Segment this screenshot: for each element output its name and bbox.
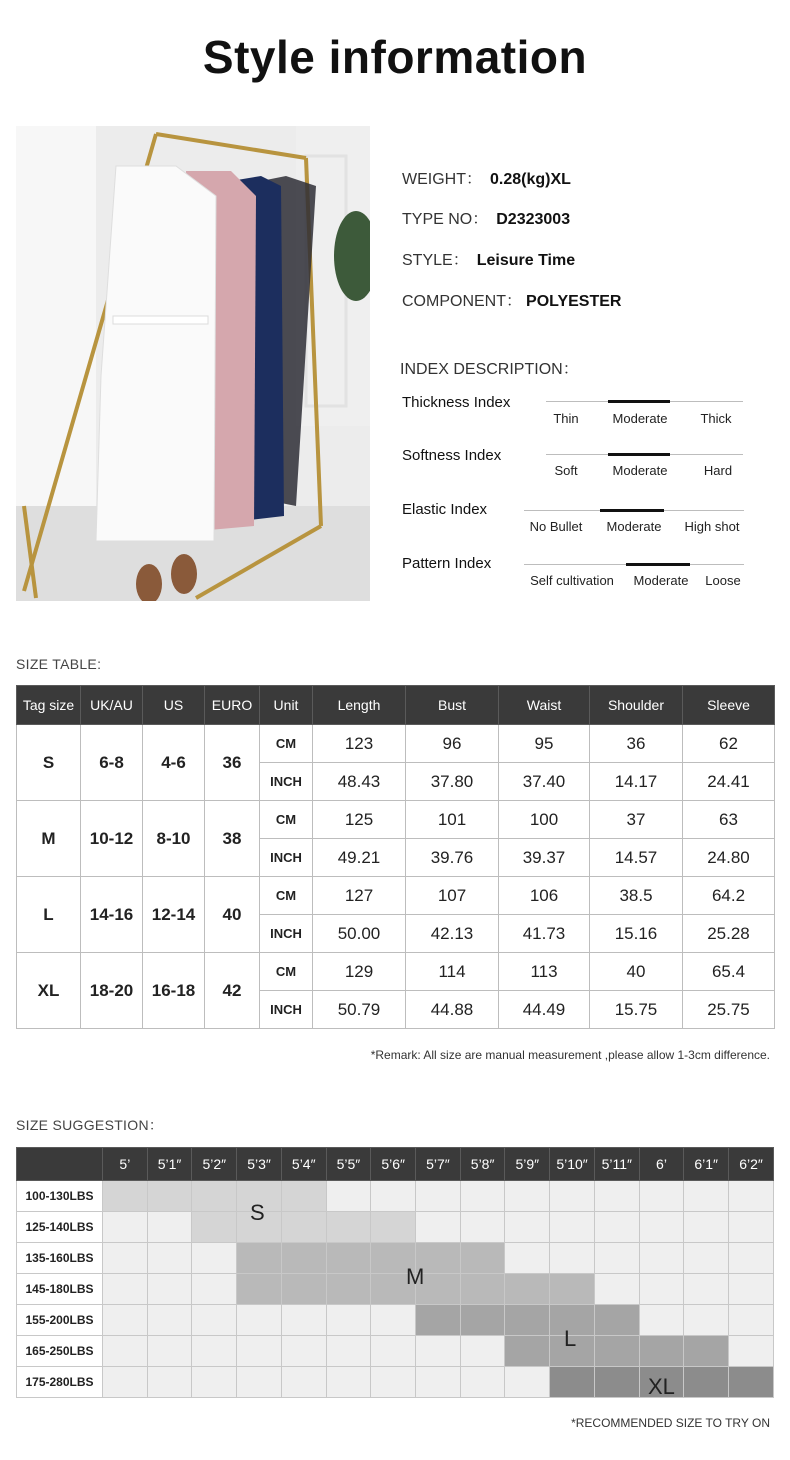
height-header: 5’ <box>103 1148 148 1181</box>
grid-cell <box>460 1367 505 1398</box>
index-marker <box>626 563 690 566</box>
grid-cell <box>326 1274 371 1305</box>
uk-cell: 10-12 <box>81 801 143 877</box>
height-header: 5’9″ <box>505 1148 550 1181</box>
grid-cell <box>550 1243 595 1274</box>
grid-cell <box>684 1336 729 1367</box>
grid-cell <box>147 1367 192 1398</box>
grid-cell <box>237 1274 282 1305</box>
grid-cell <box>639 1181 684 1212</box>
grid-cell <box>237 1243 282 1274</box>
index-right-label: Loose <box>705 573 741 588</box>
grid-cell <box>281 1336 326 1367</box>
grid-cell <box>416 1212 461 1243</box>
value-cell: 39.76 <box>406 839 499 877</box>
value-cell: 49.21 <box>313 839 406 877</box>
value-cell: 114 <box>406 953 499 991</box>
size-table-header <box>17 686 775 725</box>
grid-cell <box>371 1212 416 1243</box>
index-left-label: Soft <box>554 463 578 478</box>
grid-cell <box>416 1336 461 1367</box>
grid-cell <box>192 1274 237 1305</box>
grid-cell <box>505 1367 550 1398</box>
weight-value: 0.28(kg)XL <box>490 171 571 188</box>
recommend-note: *RECOMMENDED SIZE TO TRY ON <box>571 1416 770 1430</box>
col-header: EURO <box>205 686 260 725</box>
unit-cell: INCH <box>260 991 313 1029</box>
value-cell: 127 <box>313 877 406 915</box>
grid-cell <box>594 1305 639 1336</box>
height-header-row <box>17 1148 774 1181</box>
size-table-label: SIZE TABLE: <box>16 656 102 672</box>
corner-cell <box>17 1148 103 1181</box>
grid-cell <box>505 1305 550 1336</box>
grid-cell <box>729 1336 774 1367</box>
grid-cell <box>729 1212 774 1243</box>
value-cell: 14.57 <box>590 839 683 877</box>
grid-cell <box>326 1336 371 1367</box>
index-left-label: No Bullet <box>529 519 583 534</box>
index-name: Pattern Index <box>402 555 492 572</box>
value-cell: 101 <box>406 801 499 839</box>
weight-label: 165-250LBS <box>17 1336 103 1367</box>
weight-label: 155-200LBS <box>17 1305 103 1336</box>
index-mid-label: Moderate <box>606 519 662 534</box>
grid-cell <box>103 1243 148 1274</box>
zone-label-s: S <box>250 1200 265 1225</box>
grid-cell <box>192 1212 237 1243</box>
type-row <box>402 206 570 229</box>
component-row <box>402 288 621 311</box>
grid-cell <box>326 1367 371 1398</box>
value-cell: 38.5 <box>590 877 683 915</box>
col-header: Bust <box>406 686 499 725</box>
value-cell: 96 <box>406 725 499 763</box>
grid-cell <box>684 1305 729 1336</box>
value-cell: 64.2 <box>683 877 775 915</box>
grid-cell <box>460 1181 505 1212</box>
grid-cell <box>103 1367 148 1398</box>
tag-size-cell: L <box>17 877 81 953</box>
value-cell: 44.49 <box>499 991 590 1029</box>
grid-cell <box>416 1305 461 1336</box>
us-cell: 16-18 <box>143 953 205 1029</box>
grid-cell <box>594 1367 639 1398</box>
us-cell: 12-14 <box>143 877 205 953</box>
grid-cell <box>729 1181 774 1212</box>
index-marker <box>608 400 670 403</box>
index-name: Elastic Index <box>402 501 488 518</box>
value-cell: 37 <box>590 801 683 839</box>
height-header: 5’10″ <box>550 1148 595 1181</box>
grid-cell <box>550 1274 595 1305</box>
type-label: TYPE NO： <box>402 211 489 228</box>
unit-cell: CM <box>260 877 313 915</box>
value-cell: 123 <box>313 725 406 763</box>
grid-cell <box>729 1367 774 1398</box>
euro-cell: 38 <box>205 801 260 877</box>
value-cell: 50.00 <box>313 915 406 953</box>
grid-cell <box>684 1181 729 1212</box>
value-cell: 25.28 <box>683 915 775 953</box>
index-heading: INDEX DESCRIPTION： <box>400 361 579 378</box>
height-header: 5’2″ <box>192 1148 237 1181</box>
weight-row <box>17 1181 774 1212</box>
index-name: Softness Index <box>402 447 502 464</box>
col-header: Shoulder <box>590 686 683 725</box>
table-row <box>17 877 775 915</box>
weight-label: WEIGHT： <box>402 171 482 188</box>
grid-cell <box>505 1181 550 1212</box>
grid-cell <box>326 1212 371 1243</box>
col-header: Tag size <box>17 686 81 725</box>
uk-cell: 18-20 <box>81 953 143 1029</box>
grid-cell <box>639 1305 684 1336</box>
index-left-label: Self cultivation <box>530 573 614 588</box>
grid-cell <box>103 1274 148 1305</box>
col-header: US <box>143 686 205 725</box>
grid-cell <box>192 1367 237 1398</box>
tag-size-cell: XL <box>17 953 81 1029</box>
weight-label: 145-180LBS <box>17 1274 103 1305</box>
grid-cell <box>103 1181 148 1212</box>
grid-cell <box>460 1212 505 1243</box>
zone-label-xl: XL <box>648 1374 675 1399</box>
value-cell: 15.75 <box>590 991 683 1029</box>
grid-cell <box>371 1336 416 1367</box>
index-mid-label: Moderate <box>633 573 689 588</box>
value-cell: 65.4 <box>683 953 775 991</box>
unit-cell: CM <box>260 801 313 839</box>
zone-label-l: L <box>564 1326 577 1351</box>
euro-cell: 40 <box>205 877 260 953</box>
value-cell: 95 <box>499 725 590 763</box>
value-cell: 37.80 <box>406 763 499 801</box>
index-marker <box>600 509 664 512</box>
index-name: Thickness Index <box>402 394 511 411</box>
weight-row <box>17 1243 774 1274</box>
grid-cell <box>147 1274 192 1305</box>
grid-cell <box>192 1336 237 1367</box>
style-value: Leisure Time <box>476 252 576 269</box>
value-cell: 39.37 <box>499 839 590 877</box>
grid-cell <box>594 1212 639 1243</box>
index-mid-label: Moderate <box>612 411 668 426</box>
grid-cell <box>460 1243 505 1274</box>
height-header: 5’7″ <box>416 1148 461 1181</box>
weight-label: 100-130LBS <box>17 1181 103 1212</box>
col-header: Length <box>313 686 406 725</box>
weight-label: 125-140LBS <box>17 1212 103 1243</box>
table-row <box>17 725 775 763</box>
grid-cell <box>639 1274 684 1305</box>
grid-cell <box>416 1367 461 1398</box>
size-suggestion-grid <box>16 1147 774 1398</box>
uk-cell: 14-16 <box>81 877 143 953</box>
value-cell: 24.80 <box>683 839 775 877</box>
value-cell: 42.13 <box>406 915 499 953</box>
grid-cell <box>326 1305 371 1336</box>
value-cell: 107 <box>406 877 499 915</box>
grid-cell <box>594 1274 639 1305</box>
grid-cell <box>371 1367 416 1398</box>
weight-row <box>17 1305 774 1336</box>
grid-cell <box>147 1181 192 1212</box>
euro-cell: 42 <box>205 953 260 1029</box>
grid-cell <box>416 1181 461 1212</box>
grid-cell <box>237 1336 282 1367</box>
grid-cell <box>192 1243 237 1274</box>
value-cell: 113 <box>499 953 590 991</box>
style-label: STYLE： <box>402 252 469 269</box>
grid-cell <box>729 1274 774 1305</box>
index-marker <box>608 453 670 456</box>
grid-cell <box>147 1336 192 1367</box>
component-value: POLYESTER <box>526 293 622 310</box>
value-cell: 129 <box>313 953 406 991</box>
value-cell: 125 <box>313 801 406 839</box>
weight-row <box>17 1336 774 1367</box>
tag-size-cell: M <box>17 801 81 877</box>
grid-cell <box>147 1243 192 1274</box>
value-cell: 106 <box>499 877 590 915</box>
value-cell: 15.16 <box>590 915 683 953</box>
grid-cell <box>684 1274 729 1305</box>
height-header: 5’6″ <box>371 1148 416 1181</box>
weight-label: 135-160LBS <box>17 1243 103 1274</box>
value-cell: 36 <box>590 725 683 763</box>
grid-cell <box>460 1305 505 1336</box>
grid-cell <box>103 1336 148 1367</box>
value-cell: 40 <box>590 953 683 991</box>
unit-cell: INCH <box>260 763 313 801</box>
height-header: 6’ <box>639 1148 684 1181</box>
index-right-label: Thick <box>700 411 732 426</box>
value-cell: 50.79 <box>313 991 406 1029</box>
grid-cell <box>505 1212 550 1243</box>
size-suggestion-label: SIZE SUGGESTION： <box>16 1117 164 1133</box>
grid-cell <box>729 1243 774 1274</box>
value-cell: 14.17 <box>590 763 683 801</box>
index-right-label: Hard <box>703 463 733 478</box>
grid-cell <box>326 1243 371 1274</box>
grid-cell <box>505 1243 550 1274</box>
grid-cell <box>460 1336 505 1367</box>
grid-cell <box>594 1181 639 1212</box>
grid-cell <box>103 1305 148 1336</box>
grid-cell <box>550 1367 595 1398</box>
index-mid-label: Moderate <box>612 463 668 478</box>
grid-cell <box>326 1181 371 1212</box>
unit-cell: INCH <box>260 915 313 953</box>
grid-cell <box>192 1305 237 1336</box>
component-label: COMPONENT： <box>402 293 523 310</box>
weight-row <box>402 166 571 189</box>
grid-cell <box>371 1305 416 1336</box>
grid-cell <box>281 1305 326 1336</box>
value-cell: 62 <box>683 725 775 763</box>
value-cell: 37.40 <box>499 763 590 801</box>
grid-cell <box>281 1274 326 1305</box>
grid-cell <box>684 1212 729 1243</box>
grid-cell <box>192 1181 237 1212</box>
col-header: Sleeve <box>683 686 775 725</box>
grid-cell <box>371 1181 416 1212</box>
weight-row <box>17 1274 774 1305</box>
index-left-label: Thin <box>553 411 579 426</box>
height-header: 6’2″ <box>729 1148 774 1181</box>
height-header: 5’3″ <box>237 1148 282 1181</box>
grid-cell <box>237 1305 282 1336</box>
grid-cell <box>505 1274 550 1305</box>
tag-size-cell: S <box>17 725 81 801</box>
size-table <box>16 685 775 1029</box>
grid-cell <box>103 1212 148 1243</box>
grid-cell <box>147 1305 192 1336</box>
unit-cell: CM <box>260 953 313 991</box>
value-cell: 44.88 <box>406 991 499 1029</box>
col-header: Unit <box>260 686 313 725</box>
col-header: UK/AU <box>81 686 143 725</box>
grid-cell <box>594 1243 639 1274</box>
grid-cell <box>639 1243 684 1274</box>
style-row <box>402 247 575 270</box>
index-right-label: High shot <box>684 519 740 534</box>
grid-cell <box>684 1367 729 1398</box>
value-cell: 24.41 <box>683 763 775 801</box>
size-remark: *Remark: All size are manual measurement ,please allow 1-3cm difference. <box>370 1048 770 1062</box>
grid-cell <box>639 1212 684 1243</box>
unit-cell: CM <box>260 725 313 763</box>
col-header: Waist <box>499 686 590 725</box>
grid-cell <box>147 1212 192 1243</box>
height-header: 5’8″ <box>460 1148 505 1181</box>
us-cell: 8-10 <box>143 801 205 877</box>
grid-cell <box>684 1243 729 1274</box>
height-header: 6’1″ <box>684 1148 729 1181</box>
height-header: 5’1″ <box>147 1148 192 1181</box>
value-cell: 100 <box>499 801 590 839</box>
euro-cell: 36 <box>205 725 260 801</box>
table-row <box>17 953 775 991</box>
product-photo <box>16 126 370 601</box>
grid-cell <box>281 1243 326 1274</box>
grid-cell <box>550 1181 595 1212</box>
value-cell: 41.73 <box>499 915 590 953</box>
grid-cell <box>281 1212 326 1243</box>
grid-cell <box>505 1336 550 1367</box>
weight-label: 175-280LBS <box>17 1367 103 1398</box>
grid-cell <box>281 1367 326 1398</box>
height-header: 5’4″ <box>281 1148 326 1181</box>
value-cell: 25.75 <box>683 991 775 1029</box>
height-header: 5’5″ <box>326 1148 371 1181</box>
value-cell: 48.43 <box>313 763 406 801</box>
zone-label-m: M <box>406 1264 425 1289</box>
grid-cell <box>460 1274 505 1305</box>
us-cell: 4-6 <box>143 725 205 801</box>
grid-cell <box>237 1367 282 1398</box>
unit-cell: INCH <box>260 839 313 877</box>
grid-cell <box>594 1336 639 1367</box>
page-title: Style information <box>202 31 588 83</box>
value-cell: 63 <box>683 801 775 839</box>
type-value: D2323003 <box>496 211 571 228</box>
grid-cell <box>639 1336 684 1367</box>
weight-row <box>17 1212 774 1243</box>
grid-cell <box>729 1305 774 1336</box>
table-row <box>17 801 775 839</box>
grid-cell <box>281 1181 326 1212</box>
uk-cell: 6-8 <box>81 725 143 801</box>
height-header: 5’11″ <box>594 1148 639 1181</box>
grid-cell <box>550 1212 595 1243</box>
